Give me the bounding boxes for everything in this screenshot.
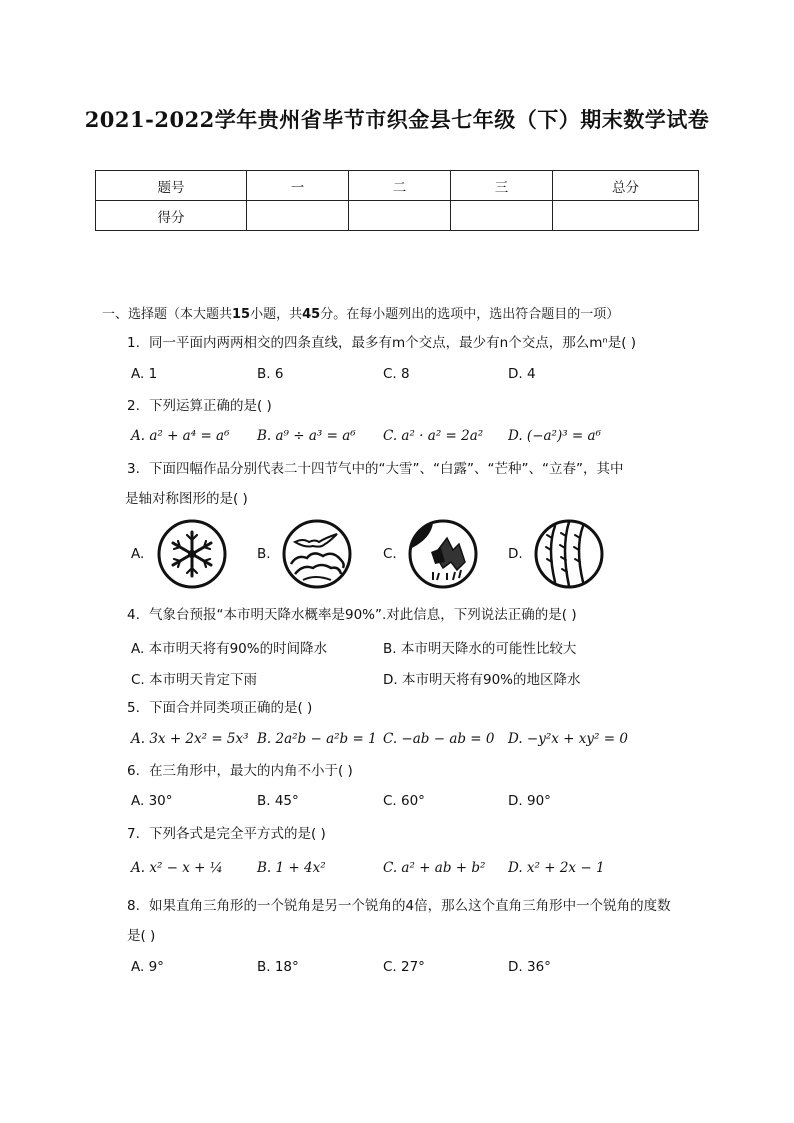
option-d[interactable]: D. xyxy=(508,546,523,562)
question-text: 在三角形中，最大的内角不小于( ) xyxy=(149,763,353,779)
question-text: 同一平面内两两相交的四条直线，最多有m个交点，最少有n个交点，那么mⁿ是( ) xyxy=(149,335,637,351)
option-c[interactable]: C. a² · a² = 2a² xyxy=(383,428,484,444)
question-number: 7. xyxy=(127,826,140,842)
option-c[interactable]: C. xyxy=(383,546,397,562)
score-header-cell: 题号 xyxy=(96,171,247,201)
question-text: 下面合并同类项正确的是( ) xyxy=(149,700,313,716)
question-6-options xyxy=(131,793,711,815)
question-number: 6. xyxy=(127,763,140,779)
option-b[interactable]: B. 2a²b − a²b = 1 xyxy=(257,731,377,747)
score-cell xyxy=(247,201,349,231)
section-heading xyxy=(102,303,619,322)
option-a[interactable]: A. 3x + 2x² = 5x³ xyxy=(131,731,249,747)
question-text-continued: 是( ) xyxy=(127,928,156,944)
option-a[interactable]: A. 1 xyxy=(131,366,158,382)
question-text: 下列各式是完全平方式的是( ) xyxy=(149,826,326,842)
option-b[interactable]: B. 1 + 4x² xyxy=(257,860,326,876)
option-a[interactable]: A. xyxy=(131,546,145,562)
option-b[interactable]: B. a⁹ ÷ a³ = a⁶ xyxy=(257,428,356,444)
question-6 xyxy=(127,761,707,781)
question-text: 如果直角三角形的一个锐角是另一个锐角的4倍，那么这个直角三角形中一个锐角的度数 xyxy=(149,898,671,914)
option-c[interactable]: C. a² + ab + b² xyxy=(383,860,486,876)
question-8-options xyxy=(131,959,711,981)
option-d[interactable]: D. x² + 2x − 1 xyxy=(508,860,605,876)
question-8 xyxy=(127,896,707,946)
section-label: 一、选择题（本大题共 xyxy=(102,307,233,322)
bird-clouds-icon xyxy=(281,518,353,590)
section-tail: 分。在每小题列出的选项中，选出符合题目的一项） xyxy=(320,307,620,322)
question-2-options xyxy=(131,428,711,450)
question-5-options xyxy=(131,731,711,753)
exam-title: 2021-2022学年贵州省毕节市织金县七年级（下）期末数学试卷 xyxy=(84,107,710,132)
question-4 xyxy=(127,605,707,625)
option-b[interactable]: B. 6 xyxy=(257,366,284,382)
question-7 xyxy=(127,824,707,844)
option-c[interactable]: C. 本市明天肯定下雨 xyxy=(131,672,258,688)
option-a[interactable]: A. 30° xyxy=(131,793,173,809)
score-header-cell: 二 xyxy=(349,171,451,201)
willow-icon xyxy=(533,518,605,590)
score-cell xyxy=(553,201,699,231)
question-7-options xyxy=(131,860,711,882)
question-number: 4. xyxy=(127,607,140,623)
score-table-header-row xyxy=(96,171,699,201)
question-3-images xyxy=(131,518,611,592)
score-table-score-row xyxy=(96,201,699,231)
score-header-cell: 总分 xyxy=(553,171,699,201)
option-d[interactable]: D. 90° xyxy=(508,793,551,809)
section-count: 15 xyxy=(232,307,251,322)
question-4-options-row1 xyxy=(131,637,711,659)
option-a[interactable]: A. 9° xyxy=(131,959,164,975)
section-points: 45 xyxy=(302,307,321,322)
question-text: 下列运算正确的是( ) xyxy=(149,398,272,414)
question-number: 3. xyxy=(127,461,140,477)
option-c[interactable]: C. −ab − ab = 0 xyxy=(383,731,495,747)
question-number: 1. xyxy=(127,335,140,351)
option-c[interactable]: C. 8 xyxy=(383,366,410,382)
option-b[interactable]: B. 18° xyxy=(257,959,299,975)
question-text-continued: 是轴对称图形的是( ) xyxy=(125,491,248,507)
mountain-sun-icon xyxy=(407,518,479,590)
question-number: 5. xyxy=(127,700,140,716)
option-b[interactable]: B. 45° xyxy=(257,793,299,809)
option-a[interactable]: A. x² − x + ¼ xyxy=(131,860,223,876)
question-number: 2. xyxy=(127,398,140,414)
option-d[interactable]: D. 4 xyxy=(508,366,536,382)
option-d[interactable]: D. 36° xyxy=(508,959,551,975)
score-cell xyxy=(451,201,553,231)
question-text: 下面四幅作品分别代表二十四节气中的“大雪”、“白露”、“芒种”、“立春”，其中 xyxy=(149,461,624,477)
option-b[interactable]: B. xyxy=(257,546,271,562)
question-number: 8. xyxy=(127,898,140,914)
score-header-cell: 三 xyxy=(451,171,553,201)
option-a[interactable]: A. 本市明天将有90%的时间降水 xyxy=(131,641,328,657)
option-a[interactable]: A. a² + a⁴ = a⁶ xyxy=(131,428,230,444)
snowflake-icon xyxy=(156,518,228,590)
question-text: 气象台预报“本市明天降水概率是90%”.对此信息，下列说法正确的是( ) xyxy=(149,607,577,623)
score-cell xyxy=(349,201,451,231)
score-header-cell: 一 xyxy=(247,171,349,201)
question-2 xyxy=(127,396,707,416)
option-b[interactable]: B. 本市明天降水的可能性比较大 xyxy=(383,641,577,657)
option-c[interactable]: C. 60° xyxy=(383,793,425,809)
section-mid: 小题，共 xyxy=(250,307,303,322)
question-3 xyxy=(127,459,707,509)
score-table xyxy=(95,170,699,231)
question-4-options-row2 xyxy=(131,668,711,690)
option-d[interactable]: D. (−a²)³ = a⁶ xyxy=(508,428,601,444)
option-c[interactable]: C. 27° xyxy=(383,959,425,975)
question-1 xyxy=(127,333,707,353)
score-row-label: 得分 xyxy=(96,201,247,231)
question-5 xyxy=(127,698,707,718)
option-d[interactable]: D. −y²x + xy² = 0 xyxy=(508,731,628,747)
question-1-options xyxy=(131,366,711,388)
option-d[interactable]: D. 本市明天将有90%的地区降水 xyxy=(383,672,581,688)
